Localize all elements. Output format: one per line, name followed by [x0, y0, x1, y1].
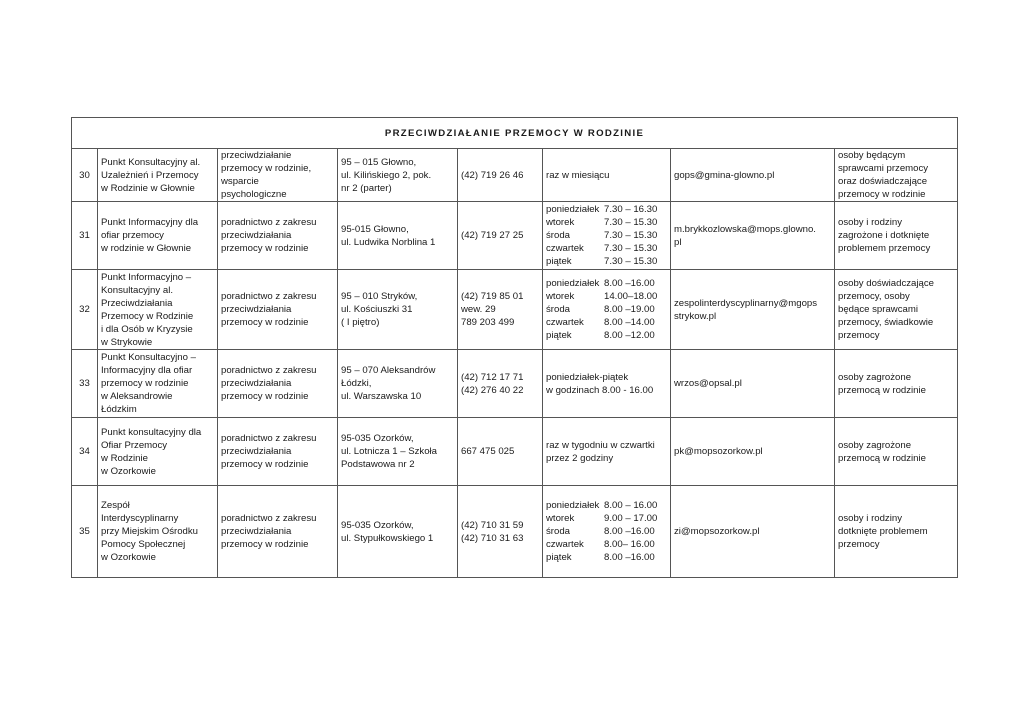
institution-name-line: w Rodzinie w Głownie: [101, 182, 195, 194]
address-line: 95 – 070 Aleksandrów: [341, 365, 436, 376]
email-link[interactable]: [671, 350, 835, 418]
address-line: ul. Warszawska 10: [341, 391, 422, 402]
target-group-line: przemocy: [838, 330, 880, 341]
hours-time: 8.00 – 16.00: [604, 500, 658, 511]
institution-name-line: w Rodzinie: [101, 452, 148, 464]
phone-numbers-line: (42) 712 17 71: [461, 371, 524, 383]
service-type-line: przeciwdziałania: [221, 378, 292, 389]
hours-day: poniedziałek: [546, 204, 600, 215]
hours-line: [546, 329, 667, 342]
opening-hours: [543, 486, 671, 578]
address-line: Łódzki,: [341, 378, 372, 389]
institution-name-line: Interdyscyplinarny: [101, 513, 179, 524]
phone-numbers-line: (42) 719 27 25: [461, 230, 524, 241]
phone-numbers-line: (42) 719 85 01: [461, 291, 524, 302]
institution-name: [98, 350, 218, 418]
target-group-line: przemocą w rodzinie: [838, 452, 926, 464]
opening-hours-line: przez 2 godziny: [546, 452, 614, 464]
hours-day: czwartek: [546, 539, 584, 550]
target-group-line: zagrożone i dotknięte: [838, 230, 930, 241]
email-link-line: zi@mopsozorkow.pl: [674, 526, 760, 537]
institution-name: [98, 149, 218, 202]
institution-name: [98, 418, 218, 486]
target-group: [835, 270, 958, 350]
target-group-line: osoby i rodziny: [838, 217, 902, 228]
institution-name: [98, 202, 218, 270]
hours-day: wtorek: [546, 513, 575, 524]
institution-name-line: Informacyjny dla ofiar: [101, 365, 193, 376]
address-line: 95-035 Ozorków,: [341, 433, 414, 444]
service-type-line: psychologiczne: [221, 189, 287, 200]
address-line: 95 – 010 Stryków,: [341, 291, 418, 302]
row-number: 34: [72, 418, 98, 486]
target-group-line: przemocą w rodzinie: [838, 384, 926, 396]
service-type-line: przemocy w rodzinie: [221, 391, 309, 402]
phone-numbers-line: 789 203 499: [461, 317, 515, 328]
institution-name-line: Ofiar Przemocy: [101, 439, 168, 451]
hours-line: [546, 538, 667, 551]
hours-day: poniedziałek: [546, 278, 600, 289]
hours-line: [546, 499, 667, 512]
phone-numbers-line: 667 475 025: [461, 446, 515, 457]
institution-name-line: w Aleksandrowie: [101, 391, 173, 402]
hours-day: wtorek: [546, 217, 575, 228]
hours-time: 7.30 – 15.30: [604, 230, 658, 241]
phone-numbers: [458, 350, 543, 418]
row-number: 35: [72, 486, 98, 578]
address-line: ul. Kilińskiego 2, pok.: [341, 169, 432, 181]
institution-name-line: Punkt Informacyjny dla: [101, 217, 199, 228]
hours-time: 8.00– 16.00: [604, 539, 655, 550]
hours-time: 8.00 –16.00: [604, 552, 655, 563]
email-link-line: pk@mopsozorkow.pl: [674, 446, 763, 457]
address-line: 95 – 015 Głowno,: [341, 156, 417, 168]
target-group-line: przemocy w rodzinie: [838, 189, 926, 200]
phone-numbers-line: (42) 710 31 59: [461, 519, 524, 531]
hours-day: piątek: [546, 330, 572, 341]
row-number: 32: [72, 270, 98, 350]
opening-hours-line: w godzinach 8.00 - 16.00: [546, 384, 654, 396]
hours-time: 8.00 –19.00: [604, 304, 655, 315]
target-group-line: dotknięte problemem: [838, 526, 928, 537]
institution-name-line: w Strykowie: [101, 336, 153, 348]
row-number: 30: [72, 149, 98, 202]
institution-name-line: Zespół: [101, 500, 130, 511]
institution-name-line: Pomocy Społecznej: [101, 539, 186, 550]
target-group-line: osoby zagrożone: [838, 439, 912, 451]
service-type: [218, 418, 338, 486]
email-link-line: gops@gmina-glowno.pl: [674, 169, 775, 181]
address-line: ul. Stypułkowskiego 1: [341, 532, 434, 544]
opening-hours-line: raz w tygodniu w czwartki: [546, 439, 655, 451]
service-type-line: poradnictwo z zakresu: [221, 365, 317, 376]
table-title: PRZECIWDZIAŁANIE PRZEMOCY W RODZINIE: [72, 118, 958, 149]
hours-line: [546, 203, 667, 216]
table-row: [72, 486, 958, 578]
address: [338, 486, 458, 578]
institution-name-line: przy Miejskim Ośrodku: [101, 526, 199, 537]
institution-name-line: przemocy w rodzinie: [101, 378, 189, 389]
phone-numbers-line: (42) 719 26 46: [461, 169, 524, 181]
address: [338, 202, 458, 270]
hours-time: 9.00 – 17.00: [604, 513, 658, 524]
target-group-line: osoby i rodziny: [838, 513, 902, 524]
opening-hours-line: poniedziałek-piątek: [546, 371, 629, 383]
phone-numbers: [458, 270, 543, 350]
hours-line: [546, 512, 667, 525]
institution-name-line: Łódzkim: [101, 404, 137, 415]
service-type-line: przeciwdziałania: [221, 230, 292, 241]
institution-name: [98, 270, 218, 350]
hours-time: 7.30 – 16.30: [604, 204, 658, 215]
service-type-line: przeciwdziałanie: [221, 150, 292, 161]
hours-line: [546, 551, 667, 564]
address-line: ( I piętro): [341, 317, 380, 328]
hours-line: [546, 255, 667, 268]
hours-line: [546, 290, 667, 303]
phone-numbers: [458, 149, 543, 202]
institution-name-line: ofiar przemocy: [101, 230, 164, 241]
service-type-line: poradnictwo z zakresu: [221, 217, 317, 228]
service-type-line: przemocy w rodzinie: [221, 317, 309, 328]
institution-name: [98, 486, 218, 578]
phone-numbers-line: wew. 29: [461, 304, 496, 315]
opening-hours: [543, 202, 671, 270]
hours-day: poniedziałek: [546, 500, 600, 511]
target-group-line: przemocy, świadkowie: [838, 317, 934, 328]
email-link-line: pl: [674, 236, 682, 248]
institutions-table: [71, 117, 958, 578]
address: [338, 149, 458, 202]
hours-line: [546, 229, 667, 242]
email-link[interactable]: [671, 486, 835, 578]
target-group-line: problemem przemocy: [838, 243, 931, 254]
target-group: [835, 418, 958, 486]
service-type-line: wsparcie: [221, 176, 259, 187]
email-link[interactable]: [671, 418, 835, 486]
service-type-line: przemocy w rodzinie: [221, 539, 309, 550]
hours-time: 7.30 – 15.30: [604, 256, 658, 267]
hours-day: czwartek: [546, 317, 584, 328]
table-row: [72, 418, 958, 486]
service-type: [218, 202, 338, 270]
address-line: 95-035 Ozorków,: [341, 519, 414, 531]
phone-numbers: [458, 202, 543, 270]
address: [338, 418, 458, 486]
phone-numbers: [458, 418, 543, 486]
email-link[interactable]: [671, 202, 835, 270]
institution-name-line: Uzależnień i Przemocy: [101, 169, 199, 181]
hours-day: środa: [546, 304, 570, 315]
hours-line: [546, 277, 667, 290]
address-line: 95-015 Głowno,: [341, 223, 409, 235]
target-group: [835, 149, 958, 202]
hours-day: piątek: [546, 552, 572, 563]
hours-day: czwartek: [546, 243, 584, 254]
table-row: [72, 202, 958, 270]
target-group-line: osoby zagrożone: [838, 371, 912, 383]
target-group-line: osoby będącym: [838, 150, 906, 161]
hours-time: 8.00 –12.00: [604, 330, 655, 341]
hours-time: 8.00 –16.00: [604, 278, 655, 289]
hours-time: 8.00 –16.00: [604, 526, 655, 537]
email-link-line: strykow.pl: [674, 310, 717, 322]
hours-time: 8.00 –14.00: [604, 317, 655, 328]
hours-line: [546, 303, 667, 316]
hours-time: 7.30 – 15.30: [604, 243, 658, 254]
target-group-line: oraz doświadczające: [838, 176, 928, 187]
service-type: [218, 270, 338, 350]
row-number: 31: [72, 202, 98, 270]
service-type-line: przeciwdziałania: [221, 446, 292, 457]
opening-hours: [543, 149, 671, 202]
opening-hours: [543, 418, 671, 486]
service-type-line: przemocy w rodzinie: [221, 459, 309, 470]
service-type-line: przemocy w rodzinie: [221, 243, 309, 254]
address-line: nr 2 (parter): [341, 182, 392, 194]
service-type-line: poradnictwo z zakresu: [221, 433, 317, 444]
hours-day: środa: [546, 526, 570, 537]
table-row: [72, 270, 958, 350]
service-type-line: poradnictwo z zakresu: [221, 291, 317, 302]
hours-day: środa: [546, 230, 570, 241]
institution-name-line: Przemocy w Rodzinie: [101, 310, 194, 322]
service-type: [218, 350, 338, 418]
service-type: [218, 486, 338, 578]
institution-name-line: w Ozorkowie: [101, 552, 156, 563]
table-row: [72, 149, 958, 202]
address-line: ul. Lotnicza 1 – Szkoła: [341, 446, 437, 457]
hours-time: 14.00–18.00: [604, 291, 658, 302]
institution-name-line: Punkt Informacyjno –: [101, 271, 192, 283]
address: [338, 350, 458, 418]
target-group-line: osoby doświadczające: [838, 278, 934, 289]
service-type-line: przeciwdziałania: [221, 304, 292, 315]
target-group-line: przemocy: [838, 539, 880, 550]
hours-time: 7.30 – 15.30: [604, 217, 658, 228]
target-group: [835, 486, 958, 578]
table-title-row: [72, 118, 958, 149]
institution-name-line: Konsultacyjny al.: [101, 284, 173, 296]
phone-numbers-line: (42) 710 31 63: [461, 532, 524, 544]
institution-name-line: Punkt konsultacyjny dla: [101, 426, 202, 438]
service-type-line: przeciwdziałania: [221, 526, 292, 537]
opening-hours: [543, 350, 671, 418]
address-line: ul. Ludwika Norblina 1: [341, 236, 436, 248]
institution-name-line: Punkt Konsultacyjno –: [101, 352, 196, 363]
hours-line: [546, 525, 667, 538]
opening-hours-line: raz w miesiącu: [546, 169, 610, 181]
hours-line: [546, 216, 667, 229]
table-row: [72, 350, 958, 418]
opening-hours: [543, 270, 671, 350]
hours-day: wtorek: [546, 291, 575, 302]
hours-day: piątek: [546, 256, 572, 267]
email-link[interactable]: [671, 149, 835, 202]
target-group-line: będące sprawcami: [838, 304, 918, 315]
table-body: [72, 118, 958, 578]
address-line: ul. Kościuszki 31: [341, 304, 413, 315]
address: [338, 270, 458, 350]
service-type-line: poradnictwo z zakresu: [221, 513, 317, 524]
institution-name-line: w rodzinie w Głownie: [101, 243, 192, 254]
institution-name-line: Przeciwdziałania: [101, 297, 173, 309]
target-group-line: sprawcami przemocy: [838, 163, 929, 174]
email-link[interactable]: [671, 270, 835, 350]
target-group: [835, 202, 958, 270]
institution-name-line: Punkt Konsultacyjny al.: [101, 156, 201, 168]
row-number: 33: [72, 350, 98, 418]
address-line: Podstawowa nr 2: [341, 459, 415, 470]
institution-name-line: i dla Osób w Kryzysie: [101, 323, 193, 335]
email-link-line: wrzos@opsal.pl: [674, 378, 742, 389]
phone-numbers-line: (42) 276 40 22: [461, 384, 524, 396]
email-link-line: m.brykkozlowska@mops.glowno.: [674, 223, 816, 235]
institution-name-line: w Ozorkowie: [101, 465, 156, 477]
email-link-line: zespolinterdyscyplinarny@mgops: [674, 297, 818, 309]
phone-numbers: [458, 486, 543, 578]
target-group-line: przemocy, osoby: [838, 291, 910, 302]
service-type: [218, 149, 338, 202]
hours-line: [546, 316, 667, 329]
service-type-line: przemocy w rodzinie,: [221, 163, 312, 174]
target-group: [835, 350, 958, 418]
hours-line: [546, 242, 667, 255]
